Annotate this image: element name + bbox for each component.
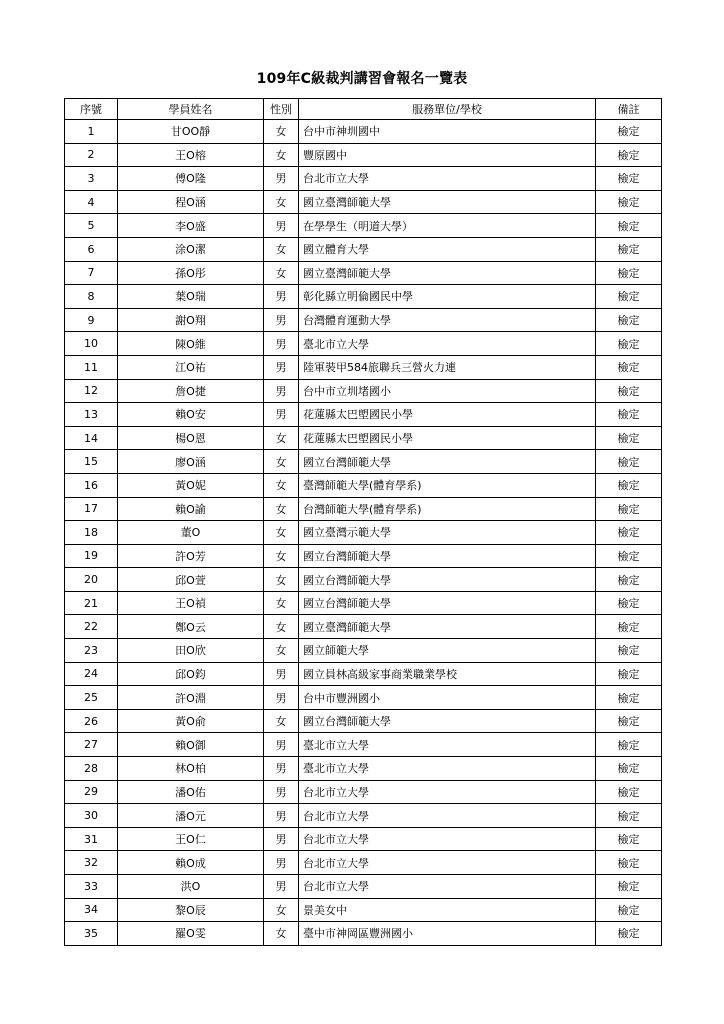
- cell-sex: 男: [264, 355, 299, 379]
- cell-unit: 豐原國中: [299, 143, 596, 167]
- cell-name: 廖O涵: [118, 450, 264, 474]
- cell-no: 20: [65, 568, 118, 592]
- table-row: [65, 473, 662, 497]
- cell-no: 9: [65, 308, 118, 332]
- cell-name: 涂O潔: [118, 237, 264, 261]
- cell-remark: 檢定: [596, 639, 662, 663]
- cell-remark: 檢定: [596, 898, 662, 922]
- cell-sex: 女: [264, 709, 299, 733]
- cell-sex: 男: [264, 733, 299, 757]
- cell-sex: 男: [264, 827, 299, 851]
- table-row: [65, 120, 662, 144]
- registration-table: [64, 98, 662, 946]
- page-title: 109年C級裁判講習會報名一覽表: [256, 71, 468, 87]
- cell-remark: 檢定: [596, 167, 662, 191]
- cell-remark: 檢定: [596, 922, 662, 946]
- table-row: [65, 167, 662, 191]
- cell-sex: 男: [264, 379, 299, 403]
- cell-unit: 台北市立大學: [299, 851, 596, 875]
- cell-sex: 女: [264, 473, 299, 497]
- cell-sex: 女: [264, 190, 299, 214]
- cell-sex: 男: [264, 804, 299, 828]
- cell-no: 34: [65, 898, 118, 922]
- table-row: [65, 214, 662, 238]
- cell-name: 林O柏: [118, 757, 264, 781]
- cell-unit: 台北市立大學: [299, 875, 596, 899]
- cell-name: 謝O翔: [118, 308, 264, 332]
- cell-unit: 國立台灣師範大學: [299, 568, 596, 592]
- table-row: [65, 190, 662, 214]
- cell-no: 5: [65, 214, 118, 238]
- cell-no: 24: [65, 662, 118, 686]
- cell-name: 賴O成: [118, 851, 264, 875]
- cell-name: 李O盛: [118, 214, 264, 238]
- cell-remark: 檢定: [596, 591, 662, 615]
- cell-remark: 檢定: [596, 544, 662, 568]
- table-row: [65, 497, 662, 521]
- cell-no: 14: [65, 426, 118, 450]
- cell-remark: 檢定: [596, 450, 662, 474]
- cell-no: 21: [65, 591, 118, 615]
- cell-name: 羅O雯: [118, 922, 264, 946]
- cell-unit: 國立師範大學: [299, 639, 596, 663]
- cell-unit: 花蓮縣太巴塱國民小學: [299, 426, 596, 450]
- cell-remark: 檢定: [596, 120, 662, 144]
- cell-unit: 國立臺灣師範大學: [299, 190, 596, 214]
- cell-name: 潘O佑: [118, 780, 264, 804]
- cell-remark: 檢定: [596, 851, 662, 875]
- cell-unit: 臺灣師範大學(體育學系): [299, 473, 596, 497]
- cell-unit: 國立臺灣示範大學: [299, 521, 596, 545]
- cell-sex: 女: [264, 521, 299, 545]
- cell-remark: 檢定: [596, 237, 662, 261]
- cell-sex: 女: [264, 237, 299, 261]
- cell-unit: 臺北市立大學: [299, 332, 596, 356]
- table-row: [65, 285, 662, 309]
- cell-no: 32: [65, 851, 118, 875]
- cell-name: 賴O諭: [118, 497, 264, 521]
- cell-remark: 檢定: [596, 308, 662, 332]
- table-row: [65, 568, 662, 592]
- table-row: [65, 780, 662, 804]
- cell-unit: 台中市神圳國中: [299, 120, 596, 144]
- table-row: [65, 450, 662, 474]
- cell-no: 27: [65, 733, 118, 757]
- table-row: [65, 261, 662, 285]
- table-row: [65, 898, 662, 922]
- cell-no: 30: [65, 804, 118, 828]
- cell-no: 28: [65, 757, 118, 781]
- cell-remark: 檢定: [596, 143, 662, 167]
- cell-name: 王O仁: [118, 827, 264, 851]
- cell-no: 15: [65, 450, 118, 474]
- cell-name: 江O祐: [118, 355, 264, 379]
- cell-no: 4: [65, 190, 118, 214]
- cell-sex: 男: [264, 403, 299, 427]
- cell-no: 23: [65, 639, 118, 663]
- cell-sex: 男: [264, 214, 299, 238]
- table-row: [65, 875, 662, 899]
- cell-no: 10: [65, 332, 118, 356]
- cell-name: 葉O瑞: [118, 285, 264, 309]
- cell-name: 賴O安: [118, 403, 264, 427]
- cell-remark: 檢定: [596, 662, 662, 686]
- cell-sex: 女: [264, 497, 299, 521]
- cell-no: 12: [65, 379, 118, 403]
- cell-remark: 檢定: [596, 733, 662, 757]
- table-row: [65, 143, 662, 167]
- cell-remark: 檢定: [596, 285, 662, 309]
- cell-no: 13: [65, 403, 118, 427]
- table-row: [65, 733, 662, 757]
- table-row: [65, 615, 662, 639]
- cell-sex: 女: [264, 639, 299, 663]
- header-row: [65, 99, 662, 120]
- table-row: [65, 922, 662, 946]
- cell-name: 鄭O云: [118, 615, 264, 639]
- table-row: [65, 379, 662, 403]
- cell-name: 潘O元: [118, 804, 264, 828]
- table-row: [65, 709, 662, 733]
- column-header-no: 序號: [65, 99, 118, 120]
- cell-unit: 花蓮縣太巴塱國民小學: [299, 403, 596, 427]
- cell-remark: 檢定: [596, 827, 662, 851]
- cell-unit: 國立台灣師範大學: [299, 450, 596, 474]
- table-row: [65, 591, 662, 615]
- cell-no: 1: [65, 120, 118, 144]
- cell-remark: 檢定: [596, 497, 662, 521]
- cell-unit: 國立台灣師範大學: [299, 544, 596, 568]
- cell-no: 8: [65, 285, 118, 309]
- cell-unit: 台北市立大學: [299, 167, 596, 191]
- cell-no: 3: [65, 167, 118, 191]
- cell-remark: 檢定: [596, 261, 662, 285]
- cell-no: 6: [65, 237, 118, 261]
- cell-no: 2: [65, 143, 118, 167]
- cell-remark: 檢定: [596, 780, 662, 804]
- table-body: [65, 120, 662, 946]
- cell-sex: 女: [264, 120, 299, 144]
- cell-unit: 台北市立大學: [299, 780, 596, 804]
- cell-name: 洪O: [118, 875, 264, 899]
- cell-unit: 台北市立大學: [299, 827, 596, 851]
- cell-no: 29: [65, 780, 118, 804]
- cell-unit: 陸軍裝甲584旅聯兵三營火力連: [299, 355, 596, 379]
- cell-name: 孫O彤: [118, 261, 264, 285]
- table-row: [65, 237, 662, 261]
- cell-remark: 檢定: [596, 686, 662, 710]
- table-row: [65, 757, 662, 781]
- table-row: [65, 639, 662, 663]
- cell-sex: 男: [264, 780, 299, 804]
- cell-remark: 檢定: [596, 355, 662, 379]
- column-header-remark: 備註: [596, 99, 662, 120]
- cell-sex: 男: [264, 167, 299, 191]
- cell-sex: 男: [264, 332, 299, 356]
- cell-sex: 女: [264, 898, 299, 922]
- cell-unit: 在學學生（明道大學）: [299, 214, 596, 238]
- cell-sex: 女: [264, 568, 299, 592]
- cell-remark: 檢定: [596, 426, 662, 450]
- cell-sex: 男: [264, 662, 299, 686]
- column-header-unit: 服務單位/學校: [299, 99, 596, 120]
- cell-sex: 男: [264, 851, 299, 875]
- cell-sex: 男: [264, 875, 299, 899]
- cell-sex: 女: [264, 591, 299, 615]
- cell-sex: 男: [264, 308, 299, 332]
- cell-sex: 女: [264, 143, 299, 167]
- cell-no: 22: [65, 615, 118, 639]
- cell-name: 邱O萱: [118, 568, 264, 592]
- cell-unit: 台中市立圳堵國小: [299, 379, 596, 403]
- cell-no: 31: [65, 827, 118, 851]
- cell-no: 35: [65, 922, 118, 946]
- cell-sex: 男: [264, 757, 299, 781]
- cell-unit: 國立台灣師範大學: [299, 591, 596, 615]
- cell-remark: 檢定: [596, 757, 662, 781]
- cell-name: 程O涵: [118, 190, 264, 214]
- cell-name: 邱O鈞: [118, 662, 264, 686]
- cell-remark: 檢定: [596, 521, 662, 545]
- table-row: [65, 403, 662, 427]
- cell-unit: 台灣師範大學(體育學系): [299, 497, 596, 521]
- cell-sex: 女: [264, 922, 299, 946]
- cell-name: 楊O恩: [118, 426, 264, 450]
- cell-sex: 女: [264, 450, 299, 474]
- cell-name: 傅O隆: [118, 167, 264, 191]
- cell-name: 陳O維: [118, 332, 264, 356]
- column-header-name: 學員姓名: [118, 99, 264, 120]
- cell-remark: 檢定: [596, 214, 662, 238]
- cell-remark: 檢定: [596, 568, 662, 592]
- cell-no: 7: [65, 261, 118, 285]
- cell-unit: 國立台灣師範大學: [299, 709, 596, 733]
- cell-sex: 女: [264, 615, 299, 639]
- table-row: [65, 544, 662, 568]
- cell-name: 王O禎: [118, 591, 264, 615]
- cell-name: 賴O御: [118, 733, 264, 757]
- table-row: [65, 332, 662, 356]
- cell-remark: 檢定: [596, 332, 662, 356]
- table-row: [65, 355, 662, 379]
- cell-sex: 女: [264, 544, 299, 568]
- cell-name: 黃O俞: [118, 709, 264, 733]
- cell-no: 11: [65, 355, 118, 379]
- cell-unit: 臺北市立大學: [299, 757, 596, 781]
- cell-sex: 女: [264, 261, 299, 285]
- cell-unit: 國立臺灣師範大學: [299, 615, 596, 639]
- cell-remark: 檢定: [596, 875, 662, 899]
- cell-no: 17: [65, 497, 118, 521]
- column-header-sex: 性別: [264, 99, 299, 120]
- cell-name: 王O榕: [118, 143, 264, 167]
- cell-no: 33: [65, 875, 118, 899]
- cell-unit: 臺北市立大學: [299, 733, 596, 757]
- cell-sex: 男: [264, 285, 299, 309]
- cell-name: 田O欣: [118, 639, 264, 663]
- cell-remark: 檢定: [596, 473, 662, 497]
- cell-remark: 檢定: [596, 615, 662, 639]
- cell-name: 許O淵: [118, 686, 264, 710]
- cell-name: 許O芳: [118, 544, 264, 568]
- cell-no: 18: [65, 521, 118, 545]
- cell-no: 19: [65, 544, 118, 568]
- cell-no: 16: [65, 473, 118, 497]
- cell-unit: 彰化縣立明倫國民中學: [299, 285, 596, 309]
- cell-no: 25: [65, 686, 118, 710]
- cell-unit: 臺中市神岡區豐洲國小: [299, 922, 596, 946]
- cell-remark: 檢定: [596, 379, 662, 403]
- cell-sex: 男: [264, 686, 299, 710]
- table-row: [65, 662, 662, 686]
- table-row: [65, 521, 662, 545]
- cell-remark: 檢定: [596, 709, 662, 733]
- cell-remark: 檢定: [596, 403, 662, 427]
- cell-name: 黃O妮: [118, 473, 264, 497]
- table-row: [65, 851, 662, 875]
- cell-unit: 景美女中: [299, 898, 596, 922]
- table-row: [65, 308, 662, 332]
- cell-unit: 國立臺灣師範大學: [299, 261, 596, 285]
- table-row: [65, 686, 662, 710]
- cell-unit: 國立體育大學: [299, 237, 596, 261]
- cell-name: 詹O捷: [118, 379, 264, 403]
- cell-unit: 國立員林高級家事商業職業學校: [299, 662, 596, 686]
- cell-remark: 檢定: [596, 804, 662, 828]
- cell-remark: 檢定: [596, 190, 662, 214]
- cell-name: 甘OO靜: [118, 120, 264, 144]
- cell-name: 黎O辰: [118, 898, 264, 922]
- cell-unit: 台北市立大學: [299, 804, 596, 828]
- cell-no: 26: [65, 709, 118, 733]
- cell-unit: 台灣體育運動大學: [299, 308, 596, 332]
- table-row: [65, 426, 662, 450]
- cell-name: 董O: [118, 521, 264, 545]
- cell-unit: 台中市豐洲國小: [299, 686, 596, 710]
- table-row: [65, 827, 662, 851]
- cell-sex: 女: [264, 426, 299, 450]
- table-row: [65, 804, 662, 828]
